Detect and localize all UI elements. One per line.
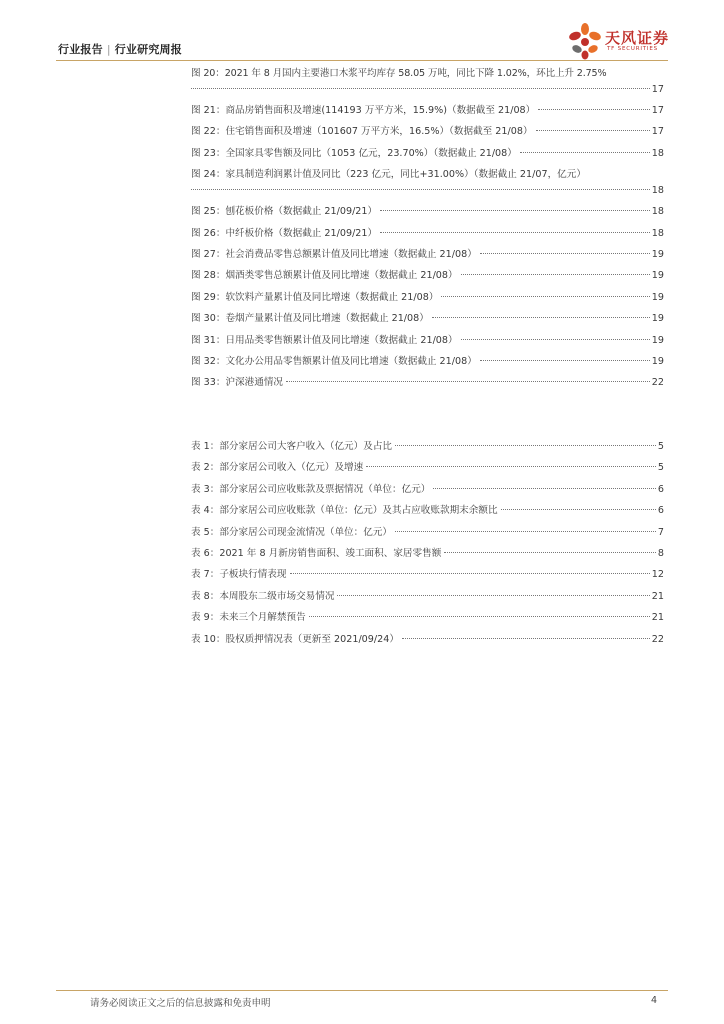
toc-entry[interactable]: [191, 168, 664, 198]
toc-entry-page: 7: [657, 526, 664, 538]
leader-dots: [366, 466, 656, 467]
leader-dots: [402, 638, 650, 639]
leader-dots: [536, 130, 650, 131]
toc-entry-label: 表 5：部分家居公司现金流情况（单位：亿元）: [191, 526, 393, 538]
toc-entry[interactable]: [191, 355, 664, 376]
report-subtype: 行业研究周报: [114, 43, 182, 56]
toc-entry[interactable]: [191, 227, 664, 248]
leader-dots: [395, 445, 656, 446]
toc-entry-page: 5: [657, 441, 664, 452]
leader-dots: [480, 253, 650, 254]
toc-entry-page: 18: [651, 185, 664, 197]
toc-entry-page: 19: [651, 334, 664, 346]
page-number: 4: [651, 995, 658, 1006]
toc-entry-page: 22: [651, 633, 664, 645]
leader-dots: [461, 274, 650, 275]
toc-entry-label: 图 29：软饮料产量累计值及同比增速（数据截止 21/08）: [191, 291, 439, 303]
toc-entry-page: 19: [651, 355, 664, 367]
toc-entry-page: 17: [651, 105, 664, 116]
toc-entry-label: 图 33：沪深港通情况: [191, 377, 284, 389]
toc-entry[interactable]: [191, 526, 664, 547]
toc-entry-page: 21: [651, 590, 664, 602]
report-header-title: [58, 41, 182, 57]
toc-entry-label: 图 31：日用品类零售额累计值及同比增速（数据截止 21/08）: [191, 334, 458, 346]
toc-entry[interactable]: [191, 611, 664, 632]
toc-entry[interactable]: [191, 291, 664, 312]
leader-dots: [444, 552, 656, 553]
toc-entry[interactable]: [191, 312, 664, 333]
toc-entry-label: 表 10：股权质押情况表（更新至 2021/09/24）: [191, 633, 399, 645]
toc-entry-label: 表 1：部分家居公司大客户收入（亿元）及占比: [191, 441, 393, 452]
toc-entry-page: 19: [651, 291, 664, 303]
toc-entry-page: 21: [651, 612, 664, 624]
toc-entry-label: 表 4：部分家居公司应收账款（单位：亿元）及其占应收账款期末余额比: [191, 505, 498, 517]
toc-entry[interactable]: [191, 590, 664, 611]
tf-flower-icon: [567, 22, 603, 60]
leader-dots: [538, 109, 650, 110]
leader-dots: [520, 152, 650, 153]
toc-entry-label: 图 20：2021 年 8 月国内主要港口木浆平均库存 58.05 万吨，同比下降 1.02%，环比上升 2.75%: [191, 68, 607, 79]
footer-disclaimer[interactable]: 请务必阅读正文之后的信息披露和免责申明: [90, 998, 271, 1009]
toc-entry-label: 图 26：中纤板价格（数据截止 21/09/21）: [191, 227, 378, 239]
toc-entry[interactable]: [191, 461, 664, 482]
toc-entry-label: 表 8：本周股东二级市场交易情况: [191, 590, 335, 602]
toc-entry-page: 19: [651, 313, 664, 325]
toc-entry-label: 表 9：未来三个月解禁预告: [191, 612, 306, 624]
tf-securities-logo: [567, 22, 677, 60]
figure-list: [191, 67, 664, 398]
leader-dots: [309, 616, 650, 617]
toc-entry-label: 图 25：刨花板价格（数据截止 21/09/21）: [191, 206, 378, 218]
leader-dots: [501, 509, 656, 510]
brand-name-cn: 天风证券: [605, 29, 670, 47]
toc-entry[interactable]: [191, 376, 664, 397]
toc-entry-page: 17: [651, 126, 664, 138]
toc-entry[interactable]: [191, 504, 664, 525]
leader-dots: [395, 531, 656, 532]
leader-dots: [337, 595, 649, 596]
leader-dots: [191, 189, 650, 190]
toc-entry[interactable]: [191, 67, 664, 97]
toc-entry-page: 5: [657, 462, 664, 474]
toc-entry-label: 图 30：卷烟产量累计值及同比增速（数据截止 21/08）: [191, 313, 429, 325]
leader-dots: [432, 317, 650, 318]
toc-entry-page: 18: [651, 206, 664, 218]
leader-dots: [461, 339, 650, 340]
toc-entry-label: 表 3：部分家居公司应收账款及票据情况（单位：亿元）: [191, 483, 431, 495]
leader-dots: [480, 360, 650, 361]
leader-dots: [286, 381, 650, 382]
toc-entry-page: 19: [651, 248, 664, 260]
toc-entry-page: 12: [651, 569, 664, 581]
toc-entry-label: 图 21：商品房销售面积及增速(114193 万平方米，15.9%)（数据截至 21/08）: [191, 105, 536, 116]
report-type: 行业报告: [58, 43, 103, 56]
toc-entry-page: 18: [651, 227, 664, 239]
leader-dots: [441, 296, 649, 297]
toc-entry-page: 22: [651, 377, 664, 389]
toc-entry-label: 表 2：部分家居公司收入（亿元）及增速: [191, 462, 364, 474]
toc-entry-page: 18: [651, 147, 664, 159]
toc-entry-label: 图 28：烟酒类零售总额累计值及同比增速（数据截止 21/08）: [191, 270, 458, 282]
brand-name-en: TF SECURITIES: [607, 46, 658, 52]
toc-entry-page: 17: [651, 84, 664, 95]
toc-entry[interactable]: [191, 147, 664, 168]
leader-dots: [191, 88, 650, 89]
table-list: [191, 440, 664, 654]
header-separator: |: [106, 43, 111, 56]
toc-entry[interactable]: [191, 269, 664, 290]
toc-entry[interactable]: [191, 547, 664, 568]
toc-entry[interactable]: [191, 125, 664, 146]
toc-entry-label: 表 7：子板块行情表现: [191, 569, 287, 581]
footer-rule: [56, 990, 668, 991]
toc-entry[interactable]: [191, 334, 664, 355]
toc-entry-label: 图 27：社会消费品零售总额累计值及同比增速（数据截止 21/08）: [191, 248, 477, 260]
leader-dots: [380, 232, 650, 233]
toc-entry[interactable]: [191, 248, 664, 269]
toc-entry[interactable]: [191, 104, 664, 125]
toc-entry-label: 图 23：全国家具零售额及同比（1053 亿元，23.70%）（数据截止 21/08）: [191, 147, 517, 159]
toc-entry[interactable]: [191, 633, 664, 654]
toc-entry[interactable]: [191, 440, 664, 461]
header-rule: [56, 60, 668, 61]
toc-entry[interactable]: [191, 483, 664, 504]
toc-entry-label: 图 22：住宅销售面积及增速（101607 万平方米，16.5%）（数据截至 21/08）: [191, 126, 533, 138]
toc-entry-label: 表 6：2021 年 8 月新房销售面积、竣工面积、家居零售额: [191, 547, 442, 559]
toc-entry[interactable]: [191, 568, 664, 589]
toc-entry-label: 图 32：文化办公用品零售额累计值及同比增速（数据截止 21/08）: [191, 355, 477, 367]
leader-dots: [290, 573, 650, 574]
toc-entry-page: 6: [657, 483, 664, 495]
toc-entry-page: 19: [651, 270, 664, 282]
toc-entry-page: 8: [657, 547, 664, 559]
toc-entry[interactable]: [191, 205, 664, 226]
leader-dots: [380, 210, 650, 211]
toc-entry-page: 6: [657, 505, 664, 517]
leader-dots: [433, 488, 655, 489]
toc-entry-label: 图 24：家具制造利润累计值及同比（223 亿元，同比+31.00%）（数据截止 21/07，亿元）: [191, 169, 586, 181]
